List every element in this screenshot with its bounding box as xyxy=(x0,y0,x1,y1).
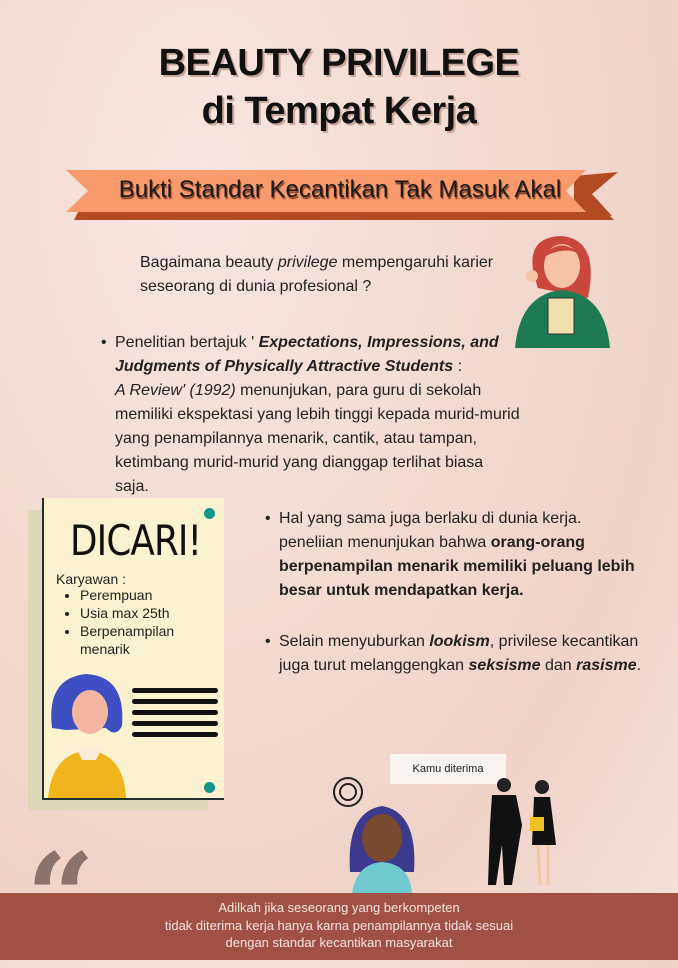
quote-mark-icon: “ xyxy=(26,827,96,968)
question-part: mempengaruhi karier xyxy=(337,254,494,271)
lookism-bullet: • Selain menyuburkan lookism, privilese kecantikan juga turut melanggengkan seksisme dan rasisme. xyxy=(265,633,642,674)
poster-label: Karyawan : xyxy=(56,571,127,587)
question-italic: privilege xyxy=(277,254,338,271)
point2-seksisme: seksisme xyxy=(468,657,541,674)
question-line2: seseorang di dunia profesional ? xyxy=(140,278,372,295)
research-colon: : xyxy=(453,358,463,375)
footer-line: Adilkah jika seseorang yang berkompeten xyxy=(218,900,460,915)
research-title: Expectations, Impressions, and Judgments of Physically Attractive Students xyxy=(115,334,499,375)
point2-text: Selain menyuburkan xyxy=(279,633,430,650)
research-body: menunjukan, para guru di sekolah memiliki ekspektasi yang lebih tinggi kepada murid-murid yang penampilannya menarik, cantik, atau tampan, ketimbang murid-murid yang dianggap terlihat biasa saja. xyxy=(115,382,520,495)
point2-text: , privilese kecantikan juga turut melanggengkan xyxy=(279,633,639,674)
job-poster xyxy=(42,498,224,800)
poster-item: • Berpenampilan menarik xyxy=(80,622,200,658)
banner-text: Bukti Standar Kecantikan Tak Masuk Akal xyxy=(118,176,562,203)
title-line-2: di Tempat Kerja xyxy=(201,90,477,132)
point2-lookism: lookism xyxy=(429,633,490,650)
footer-quote xyxy=(0,893,678,960)
title-line-1: BEAUTY PRIVILEGE xyxy=(158,42,520,84)
workplace-bullet: • Hal yang sama juga berlaku di dunia kerja. peneliian menunjukan bahwa orang-orang berpenampilan menarik memiliki peluang lebih besar untuk mendapatkan kerja. xyxy=(265,510,635,599)
research-prefix: Penelitian bertajuk ' xyxy=(115,334,259,351)
footer-line: tidak diterima kerja hanya karna penampilannya tidak sesuai xyxy=(164,917,514,933)
point2-rasisme: rasisme xyxy=(576,657,637,674)
pin-dot xyxy=(204,508,215,519)
crying-woman-illustration xyxy=(330,772,420,894)
text-lines-decoration xyxy=(132,688,218,743)
research-bullet: • Penelitian bertajuk ' Expectations, Impressions, and Judgments of Physically Attractive Students : A Review' (1992) menunjukan, para guru di sekolah memiliki ekspektasi yang lebih tinggi kepada murid-murid yang penampilannya menarik, cantik, atau tampan, ketimbang murid-murid yang dianggap terlihat biasa saja. xyxy=(101,334,520,495)
point2-text: . xyxy=(636,657,642,674)
pin-dot xyxy=(204,782,215,793)
footer-line: dengan standar kecantikan masyarakat xyxy=(225,935,453,950)
woman-with-notepad-illustration xyxy=(510,228,615,348)
woman-portrait-illustration xyxy=(46,668,128,798)
point2-text: dan xyxy=(540,657,577,674)
handshake-illustration xyxy=(482,775,567,893)
question-part: Bagaimana beauty xyxy=(140,254,278,271)
question-text xyxy=(140,251,510,299)
poster-heading: DICARI! xyxy=(70,516,202,565)
point1-bold: orang-orang berpenampilan menarik memiliki peluang lebih besar untuk mendapatkan kerja. xyxy=(279,534,635,599)
poster-list xyxy=(80,586,200,658)
research-subtitle: A Review' (1992) xyxy=(115,382,236,399)
speech-bubble: Kamu diterima xyxy=(390,754,506,784)
poster-item: • Perempuan xyxy=(80,586,200,604)
poster-item: • Usia max 25th xyxy=(80,604,200,622)
point1-text: Hal yang sama juga berlaku di dunia kerja. peneliian menunjukan bahwa xyxy=(279,510,582,551)
